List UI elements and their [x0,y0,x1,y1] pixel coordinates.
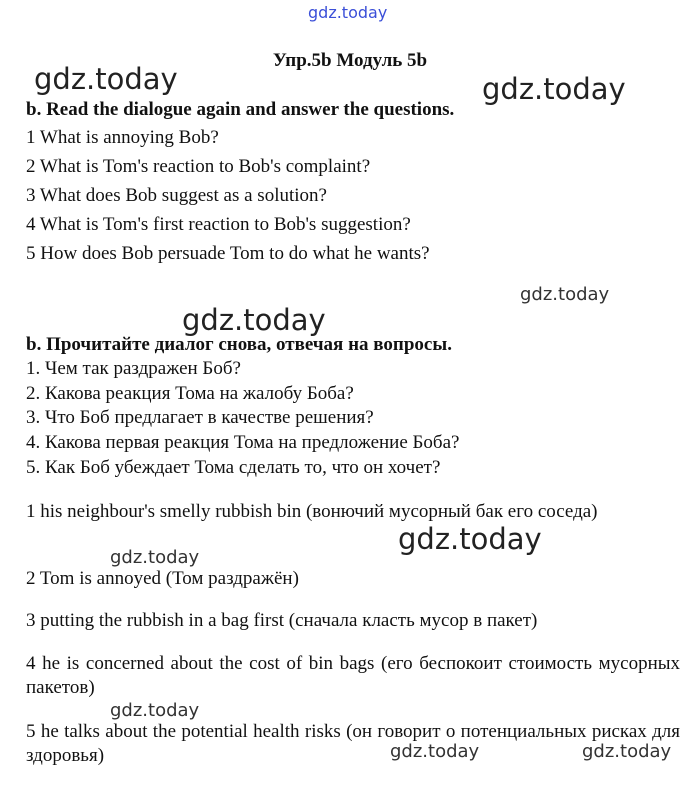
russian-heading: b. Прочитайте диалог снова, отвечая на вопросы. [26,334,452,355]
answer-2: 2 Tom is annoyed (Том раздражён) [26,568,299,589]
russian-question-2: 2. Какова реакция Тома на жалобу Боба? [26,383,354,404]
english-question-4: 4 What is Tom's first reaction to Bob's suggestion? [26,214,411,235]
watermark: gdz.today [398,522,542,556]
watermark: gdz.today [582,741,672,762]
watermark: gdz.today [110,547,200,568]
answer-1: 1 his neighbour's smelly rubbish bin (вонючий мусорный бак его соседа) [26,501,598,522]
watermark: gdz.today [182,303,326,337]
watermark: gdz.today [110,700,200,721]
watermark: gdz.today [390,741,480,762]
watermark: gdz.today [520,284,610,305]
english-heading: b. Read the dialogue again and answer the questions. [26,99,455,120]
russian-question-3: 3. Что Боб предлагает в качестве решения? [26,407,374,428]
page-title: Упр.5b Модуль 5b [272,50,428,71]
watermark-top: gdz.today [308,3,388,22]
answer-3: 3 putting the rubbish in a bag first (сначала класть мусор в пакет) [26,610,538,631]
english-question-1: 1 What is annoying Bob? [26,127,219,148]
answer-5: 5 he talks about the potential health risks (он говорит о потенциальных рисках для здоровья) [26,721,680,766]
watermark: gdz.today [482,72,626,106]
russian-question-5: 5. Как Боб убеждает Тома сделать то, что он хочет? [26,457,441,478]
watermark: gdz.today [34,62,178,96]
russian-question-1: 1. Чем так раздражен Боб? [26,358,241,379]
english-question-3: 3 What does Bob suggest as a solution? [26,185,327,206]
english-question-5: 5 How does Bob persuade Tom to do what he wants? [26,243,430,264]
answer-4: 4 he is concerned about the cost of bin bags (его беспокоит стоимость мусорных пакетов) [26,653,680,698]
english-question-2: 2 What is Tom's reaction to Bob's complaint? [26,156,371,177]
russian-question-4: 4. Какова первая реакция Тома на предложение Боба? [26,432,460,453]
